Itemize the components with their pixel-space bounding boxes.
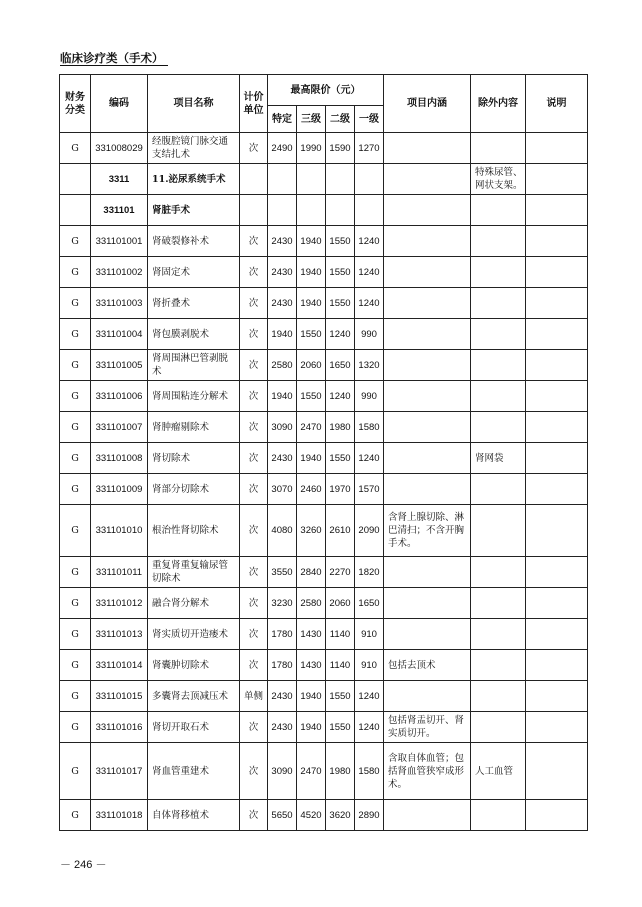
- cell-name: 肾部分切除术: [148, 474, 240, 505]
- cell-name: 重复肾重复输尿管切除术: [148, 557, 240, 588]
- cell-code: 331101: [91, 195, 148, 226]
- cell-price-tier-2: 2060: [326, 588, 355, 619]
- cell-price-tier-3: 1940: [297, 712, 326, 743]
- cell-excluded: [471, 588, 526, 619]
- page-number: － 246 －: [60, 859, 107, 871]
- cell-price-special: 3230: [268, 588, 297, 619]
- cell-notes: [526, 350, 588, 381]
- cell-name: 自体肾移植术: [148, 800, 240, 831]
- cell-notes: [526, 650, 588, 681]
- table-row: [60, 288, 588, 319]
- cell-price-tier-3: 1430: [297, 619, 326, 650]
- cell-notes: [526, 257, 588, 288]
- fee-schedule-table: [59, 74, 588, 831]
- cell-category: G: [60, 743, 91, 800]
- header-row-top: [60, 75, 588, 106]
- cell-code: 331101005: [91, 350, 148, 381]
- cell-price-tier-1: 1240: [355, 681, 384, 712]
- header-excluded: 除外内容: [471, 75, 526, 133]
- cell-category: G: [60, 226, 91, 257]
- cell-excluded: 特殊尿管、网状支架。: [471, 164, 526, 195]
- cell-price-special: 2430: [268, 712, 297, 743]
- cell-price-tier-2: 2270: [326, 557, 355, 588]
- cell-content: [384, 350, 471, 381]
- header-tier-3: 三级: [297, 106, 326, 133]
- cell-price-special: 2490: [268, 133, 297, 164]
- cell-notes: [526, 443, 588, 474]
- cell-unit: 次: [240, 350, 268, 381]
- cell-content: [384, 319, 471, 350]
- cell-price-tier-2: [326, 164, 355, 195]
- cell-unit: 次: [240, 381, 268, 412]
- cell-price-tier-1: 1570: [355, 474, 384, 505]
- cell-name: 肾囊肿切除术: [148, 650, 240, 681]
- cell-content: 包括肾盂切开、肾实质切开。: [384, 712, 471, 743]
- cell-price-tier-2: 2610: [326, 505, 355, 557]
- cell-category: G: [60, 800, 91, 831]
- cell-price-tier-1: 1240: [355, 443, 384, 474]
- cell-content: [384, 164, 471, 195]
- cell-content: [384, 443, 471, 474]
- cell-notes: [526, 381, 588, 412]
- cell-price-tier-1: 1820: [355, 557, 384, 588]
- cell-category: G: [60, 350, 91, 381]
- cell-excluded: [471, 350, 526, 381]
- cell-price-tier-2: 1970: [326, 474, 355, 505]
- cell-unit: 次: [240, 474, 268, 505]
- table-row: [60, 743, 588, 800]
- table-row: [60, 619, 588, 650]
- cell-category: G: [60, 133, 91, 164]
- cell-code: 331101008: [91, 443, 148, 474]
- cell-price-special: 1780: [268, 619, 297, 650]
- cell-content: [384, 288, 471, 319]
- cell-name: 肾切除术: [148, 443, 240, 474]
- cell-price-tier-3: 1940: [297, 226, 326, 257]
- cell-price-tier-3: [297, 164, 326, 195]
- cell-price-special: 3090: [268, 412, 297, 443]
- cell-excluded: [471, 226, 526, 257]
- cell-excluded: [471, 650, 526, 681]
- cell-price-tier-3: 1940: [297, 443, 326, 474]
- cell-code: 331101002: [91, 257, 148, 288]
- header-content: 项目内涵: [384, 75, 471, 133]
- cell-code: 331008029: [91, 133, 148, 164]
- cell-price-special: 2430: [268, 226, 297, 257]
- cell-notes: [526, 712, 588, 743]
- cell-content: [384, 619, 471, 650]
- cell-price-tier-2: 3620: [326, 800, 355, 831]
- cell-category: [60, 164, 91, 195]
- cell-price-tier-3: 4520: [297, 800, 326, 831]
- cell-price-tier-3: 1430: [297, 650, 326, 681]
- cell-price-tier-2: 1550: [326, 712, 355, 743]
- cell-price-tier-1: 1240: [355, 288, 384, 319]
- cell-price-tier-2: 1240: [326, 319, 355, 350]
- cell-category: G: [60, 588, 91, 619]
- cell-price-tier-3: 1940: [297, 257, 326, 288]
- cell-code: 331101018: [91, 800, 148, 831]
- cell-content: [384, 226, 471, 257]
- cell-notes: [526, 588, 588, 619]
- cell-content: [384, 474, 471, 505]
- cell-price-special: 1780: [268, 650, 297, 681]
- cell-content: 含取自体血管；包括肾血管狭窄成形术。: [384, 743, 471, 800]
- section-title-underline: [60, 65, 168, 66]
- cell-excluded: [471, 133, 526, 164]
- cell-unit: 单侧: [240, 681, 268, 712]
- cell-price-special: 5650: [268, 800, 297, 831]
- cell-unit: 次: [240, 588, 268, 619]
- cell-price-special: 3090: [268, 743, 297, 800]
- cell-price-special: 2430: [268, 257, 297, 288]
- cell-code: 331101003: [91, 288, 148, 319]
- cell-name: 肾周围淋巴管剥脱术: [148, 350, 240, 381]
- cell-excluded: [471, 800, 526, 831]
- cell-unit: [240, 164, 268, 195]
- table-row: [60, 557, 588, 588]
- cell-unit: 次: [240, 800, 268, 831]
- header-notes: 说明: [526, 75, 588, 133]
- cell-excluded: [471, 412, 526, 443]
- cell-excluded: [471, 712, 526, 743]
- table-row: [60, 712, 588, 743]
- table-row: [60, 800, 588, 831]
- cell-unit: 次: [240, 743, 268, 800]
- cell-content: [384, 195, 471, 226]
- cell-notes: [526, 288, 588, 319]
- cell-content: [384, 381, 471, 412]
- cell-price-tier-2: 1980: [326, 412, 355, 443]
- cell-name: 多囊肾去顶减压术: [148, 681, 240, 712]
- cell-price-tier-2: 1550: [326, 257, 355, 288]
- cell-notes: [526, 164, 588, 195]
- cell-price-tier-3: 1550: [297, 319, 326, 350]
- cell-notes: [526, 743, 588, 800]
- cell-excluded: [471, 257, 526, 288]
- cell-code: 331101009: [91, 474, 148, 505]
- cell-price-tier-3: 2460: [297, 474, 326, 505]
- table-body: [60, 133, 588, 831]
- cell-price-tier-2: 1550: [326, 226, 355, 257]
- header-max-price: 最高限价（元）: [268, 75, 384, 106]
- cell-excluded: 肾网袋: [471, 443, 526, 474]
- cell-price-tier-2: 1590: [326, 133, 355, 164]
- cell-excluded: [471, 195, 526, 226]
- cell-price-tier-1: 2090: [355, 505, 384, 557]
- cell-excluded: [471, 474, 526, 505]
- cell-notes: [526, 412, 588, 443]
- cell-price-special: 2430: [268, 288, 297, 319]
- cell-name: 肾实质切开造瘘术: [148, 619, 240, 650]
- cell-price-tier-3: 1940: [297, 681, 326, 712]
- cell-code: 331101015: [91, 681, 148, 712]
- cell-price-tier-1: 910: [355, 619, 384, 650]
- cell-price-special: [268, 164, 297, 195]
- cell-price-tier-1: 990: [355, 319, 384, 350]
- header-code: 编码: [91, 75, 148, 133]
- cell-price-tier-3: 2060: [297, 350, 326, 381]
- cell-content: [384, 257, 471, 288]
- cell-content: 包括去顶术: [384, 650, 471, 681]
- cell-category: G: [60, 474, 91, 505]
- cell-code: 331101007: [91, 412, 148, 443]
- table-row: [60, 350, 588, 381]
- cell-excluded: [471, 381, 526, 412]
- cell-price-special: 2430: [268, 681, 297, 712]
- table-row: [60, 319, 588, 350]
- cell-price-tier-1: 1240: [355, 257, 384, 288]
- cell-notes: [526, 226, 588, 257]
- cell-price-tier-1: 1650: [355, 588, 384, 619]
- cell-category: G: [60, 257, 91, 288]
- cell-price-tier-1: [355, 195, 384, 226]
- cell-name: 肾切开取石术: [148, 712, 240, 743]
- table-header: [60, 75, 588, 133]
- cell-price-special: 3550: [268, 557, 297, 588]
- table-row: [60, 257, 588, 288]
- cell-unit: 次: [240, 619, 268, 650]
- table-row: [60, 164, 588, 195]
- cell-price-special: 1940: [268, 319, 297, 350]
- cell-unit: 次: [240, 412, 268, 443]
- header-unit: 计价单位: [240, 75, 268, 133]
- cell-name: 11.泌尿系统手术: [148, 164, 240, 195]
- cell-category: G: [60, 319, 91, 350]
- table-row: [60, 412, 588, 443]
- cell-unit: 次: [240, 226, 268, 257]
- cell-name: 融合肾分解术: [148, 588, 240, 619]
- section-title: 临床诊疗类（手术）: [60, 51, 164, 65]
- cell-category: [60, 195, 91, 226]
- cell-excluded: [471, 619, 526, 650]
- cell-notes: [526, 195, 588, 226]
- cell-price-special: 4080: [268, 505, 297, 557]
- cell-notes: [526, 619, 588, 650]
- cell-unit: 次: [240, 443, 268, 474]
- cell-category: G: [60, 443, 91, 474]
- cell-category: G: [60, 381, 91, 412]
- cell-code: 331101006: [91, 381, 148, 412]
- cell-category: G: [60, 557, 91, 588]
- cell-price-tier-1: 1580: [355, 412, 384, 443]
- cell-unit: 次: [240, 288, 268, 319]
- cell-unit: 次: [240, 319, 268, 350]
- cell-category: G: [60, 712, 91, 743]
- cell-price-tier-3: 2580: [297, 588, 326, 619]
- cell-name: 肾脏手术: [148, 195, 240, 226]
- cell-code: 331101017: [91, 743, 148, 800]
- cell-price-tier-3: 1990: [297, 133, 326, 164]
- cell-category: G: [60, 681, 91, 712]
- cell-price-special: 2430: [268, 443, 297, 474]
- cell-code: 331101010: [91, 505, 148, 557]
- cell-category: G: [60, 412, 91, 443]
- table-row: [60, 505, 588, 557]
- cell-name: 肾折叠术: [148, 288, 240, 319]
- cell-notes: [526, 319, 588, 350]
- cell-name: 根治性肾切除术: [148, 505, 240, 557]
- cell-category: G: [60, 288, 91, 319]
- cell-price-tier-1: 1320: [355, 350, 384, 381]
- cell-content: [384, 133, 471, 164]
- cell-price-tier-1: 1270: [355, 133, 384, 164]
- cell-name: 肾包膜剥脱术: [148, 319, 240, 350]
- cell-unit: 次: [240, 505, 268, 557]
- cell-content: [384, 800, 471, 831]
- cell-price-tier-1: 2890: [355, 800, 384, 831]
- table-row: [60, 588, 588, 619]
- cell-notes: [526, 133, 588, 164]
- cell-notes: [526, 505, 588, 557]
- cell-name: 经腹腔镜门脉交通支结扎术: [148, 133, 240, 164]
- cell-name: 肾周围粘连分解术: [148, 381, 240, 412]
- cell-code: 331101014: [91, 650, 148, 681]
- cell-content: [384, 681, 471, 712]
- cell-price-tier-1: 990: [355, 381, 384, 412]
- table-row: [60, 443, 588, 474]
- cell-unit: 次: [240, 650, 268, 681]
- cell-excluded: 人工血管: [471, 743, 526, 800]
- cell-price-tier-2: 1240: [326, 381, 355, 412]
- cell-price-tier-1: [355, 164, 384, 195]
- cell-price-tier-3: 2840: [297, 557, 326, 588]
- cell-code: 331101012: [91, 588, 148, 619]
- cell-content: 含肾上腺切除、淋巴清扫；不含开胸手术。: [384, 505, 471, 557]
- table-row: [60, 474, 588, 505]
- table-row: [60, 681, 588, 712]
- cell-price-special: 2580: [268, 350, 297, 381]
- cell-content: [384, 557, 471, 588]
- cell-price-tier-3: 2470: [297, 743, 326, 800]
- cell-excluded: [471, 319, 526, 350]
- cell-excluded: [471, 681, 526, 712]
- cell-excluded: [471, 557, 526, 588]
- cell-code: 331101016: [91, 712, 148, 743]
- cell-price-tier-2: 1650: [326, 350, 355, 381]
- cell-price-tier-1: 1580: [355, 743, 384, 800]
- cell-category: G: [60, 650, 91, 681]
- cell-code: 331101004: [91, 319, 148, 350]
- cell-notes: [526, 557, 588, 588]
- cell-price-tier-2: 1140: [326, 650, 355, 681]
- header-name: 项目名称: [148, 75, 240, 133]
- table-row: [60, 133, 588, 164]
- cell-price-tier-3: 1550: [297, 381, 326, 412]
- cell-price-tier-2: 1550: [326, 288, 355, 319]
- cell-unit: 次: [240, 557, 268, 588]
- cell-unit: 次: [240, 257, 268, 288]
- cell-name: 肾破裂修补术: [148, 226, 240, 257]
- cell-notes: [526, 800, 588, 831]
- cell-content: [384, 412, 471, 443]
- cell-price-special: 1940: [268, 381, 297, 412]
- cell-category: G: [60, 619, 91, 650]
- cell-code: 331101001: [91, 226, 148, 257]
- cell-code: 331101013: [91, 619, 148, 650]
- cell-price-tier-1: 910: [355, 650, 384, 681]
- cell-price-tier-1: 1240: [355, 712, 384, 743]
- header-tier-2: 二级: [326, 106, 355, 133]
- cell-price-tier-3: 3260: [297, 505, 326, 557]
- cell-price-special: [268, 195, 297, 226]
- cell-price-tier-2: 1550: [326, 443, 355, 474]
- table-row: [60, 195, 588, 226]
- cell-price-tier-1: 1240: [355, 226, 384, 257]
- header-category: 财务分类: [60, 75, 91, 133]
- header-tier-1: 一级: [355, 106, 384, 133]
- cell-notes: [526, 681, 588, 712]
- cell-price-tier-2: [326, 195, 355, 226]
- cell-name: 肾肿瘤剔除术: [148, 412, 240, 443]
- cell-code: 331101011: [91, 557, 148, 588]
- cell-notes: [526, 474, 588, 505]
- cell-price-tier-2: 1140: [326, 619, 355, 650]
- cell-price-tier-3: 2470: [297, 412, 326, 443]
- cell-excluded: [471, 288, 526, 319]
- cell-name: 肾血管重建术: [148, 743, 240, 800]
- cell-name: 肾固定术: [148, 257, 240, 288]
- table-row: [60, 650, 588, 681]
- cell-unit: 次: [240, 133, 268, 164]
- table-row: [60, 381, 588, 412]
- cell-excluded: [471, 505, 526, 557]
- cell-content: [384, 588, 471, 619]
- cell-price-tier-2: 1980: [326, 743, 355, 800]
- cell-price-tier-3: 1940: [297, 288, 326, 319]
- cell-category: G: [60, 505, 91, 557]
- cell-code: 3311: [91, 164, 148, 195]
- table-row: [60, 226, 588, 257]
- cell-unit: 次: [240, 712, 268, 743]
- cell-price-tier-3: [297, 195, 326, 226]
- cell-price-special: 3070: [268, 474, 297, 505]
- header-tier-special: 特定: [268, 106, 297, 133]
- cell-price-tier-2: 1550: [326, 681, 355, 712]
- cell-unit: [240, 195, 268, 226]
